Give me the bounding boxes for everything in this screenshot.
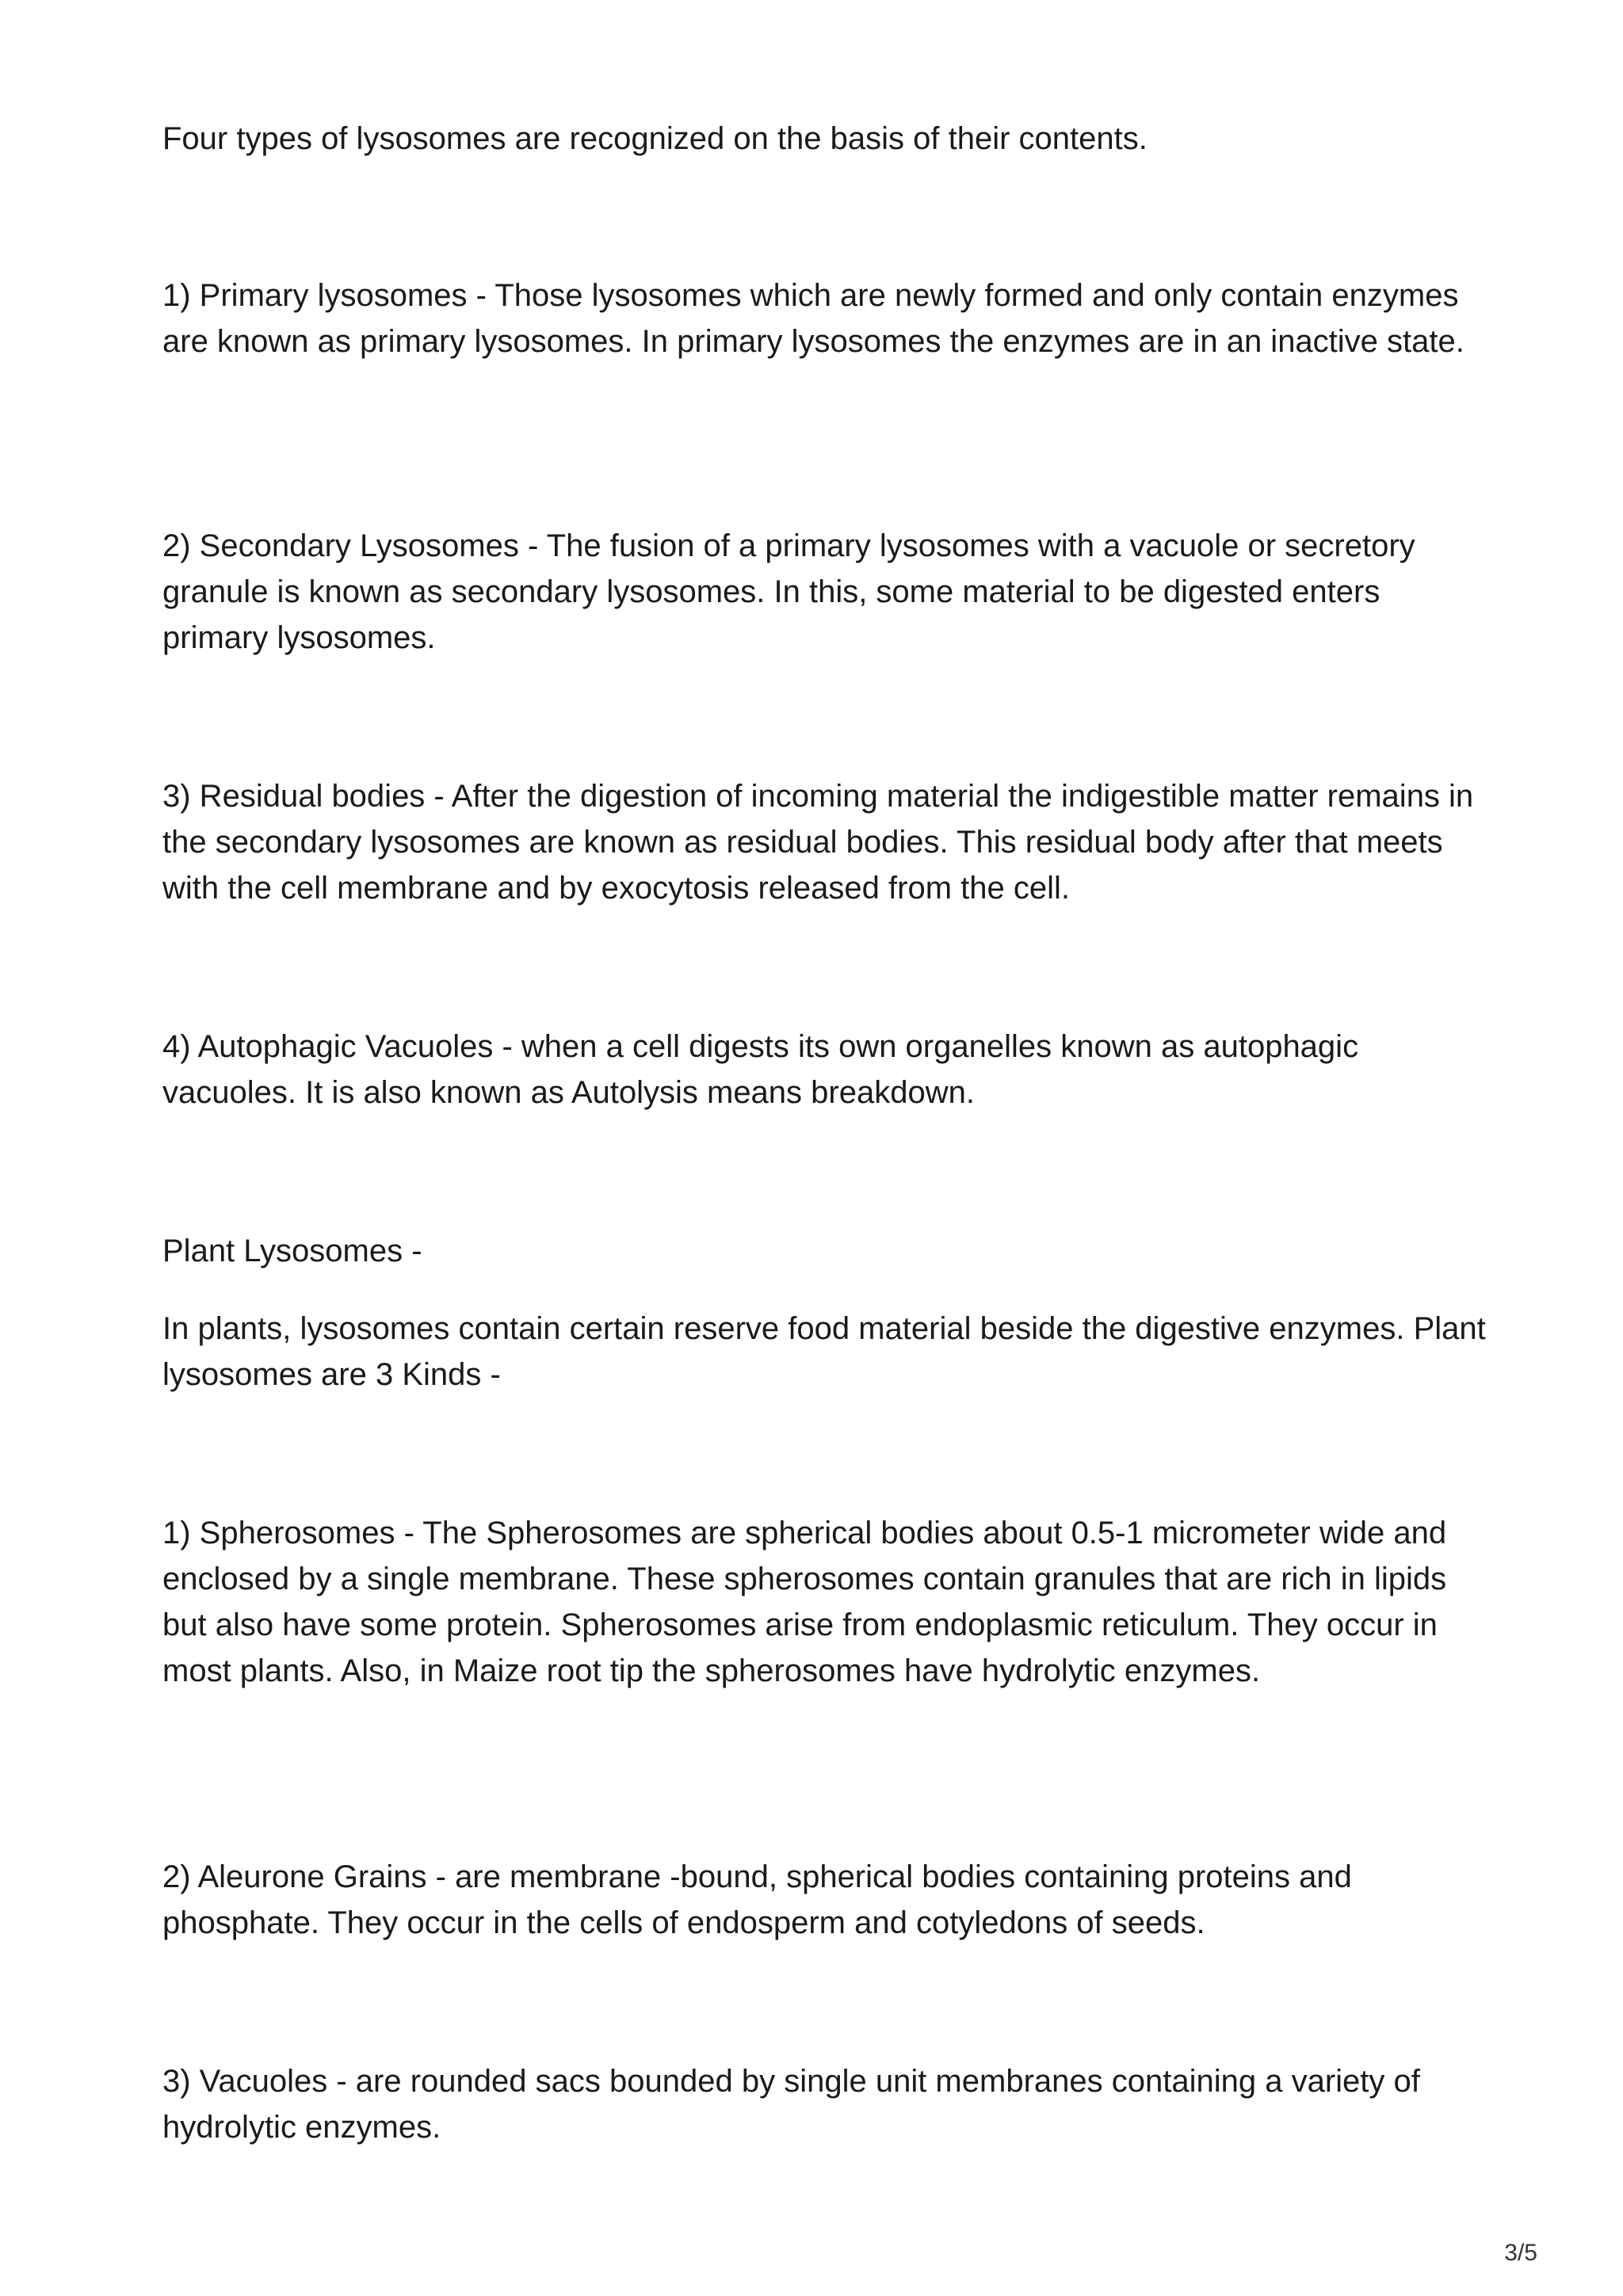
secondary-lysosomes-paragraph: 2) Secondary Lysosomes - The fusion of a primary lysosomes with a vacuole or secretory granule is known as secondary lysosomes. In this, some material to be digested enters primary lysosomes. <box>162 528 1415 655</box>
spherosomes-paragraph: 1) Spherosomes - The Spherosomes are spherical bodies about 0.5-1 micrometer wide and enclosed by a single membrane. These spherosomes contain granules that are rich in lipids but also have some protein. Spherosomes arise from endoplasmic reticulum. They occur in most plants. Also, in Maize root tip the spherosomes have hydrolytic enzymes. <box>162 1516 1447 1688</box>
residual-bodies-paragraph: 3) Residual bodies - After the digestion of incoming material the indigestible matter remains in the secondary lysosomes are known as residual bodies. This residual body after that meets with the cell membrane and by exocytosis released from the cell. <box>162 779 1474 906</box>
aleurone-grains-paragraph: 2) Aleurone Grains - are membrane -bound, spherical bodies containing proteins and phosphate. They occur in the cells of endosperm and cotyledons of seeds. <box>162 1859 1352 1940</box>
intro-paragraph: Four types of lysosomes are recognized on the basis of their contents. <box>162 121 1148 156</box>
primary-lysosomes-paragraph: 1) Primary lysosomes - Those lysosomes which are newly formed and only contain enzymes are known as primary lysosomes. In primary lysosomes the enzymes are in an inactive state. <box>162 278 1465 359</box>
page-number: 3/5 <box>1504 2240 1537 2266</box>
vacuoles-paragraph: 3) Vacuoles - are rounded sacs bounded by single unit membranes containing a variety of hydrolytic enzymes. <box>162 2064 1420 2145</box>
plant-lysosomes-heading: Plant Lysosomes - <box>162 1234 422 1268</box>
plant-lysosomes-intro: In plants, lysosomes contain certain reserve food material beside the digestive enzymes. Plant lysosomes are 3 Kinds - <box>162 1311 1486 1392</box>
autophagic-vacuoles-paragraph: 4) Autophagic Vacuoles - when a cell digests its own organelles known as autophagic vacuoles. It is also known as Autolysis means breakdown. <box>162 1029 1359 1110</box>
